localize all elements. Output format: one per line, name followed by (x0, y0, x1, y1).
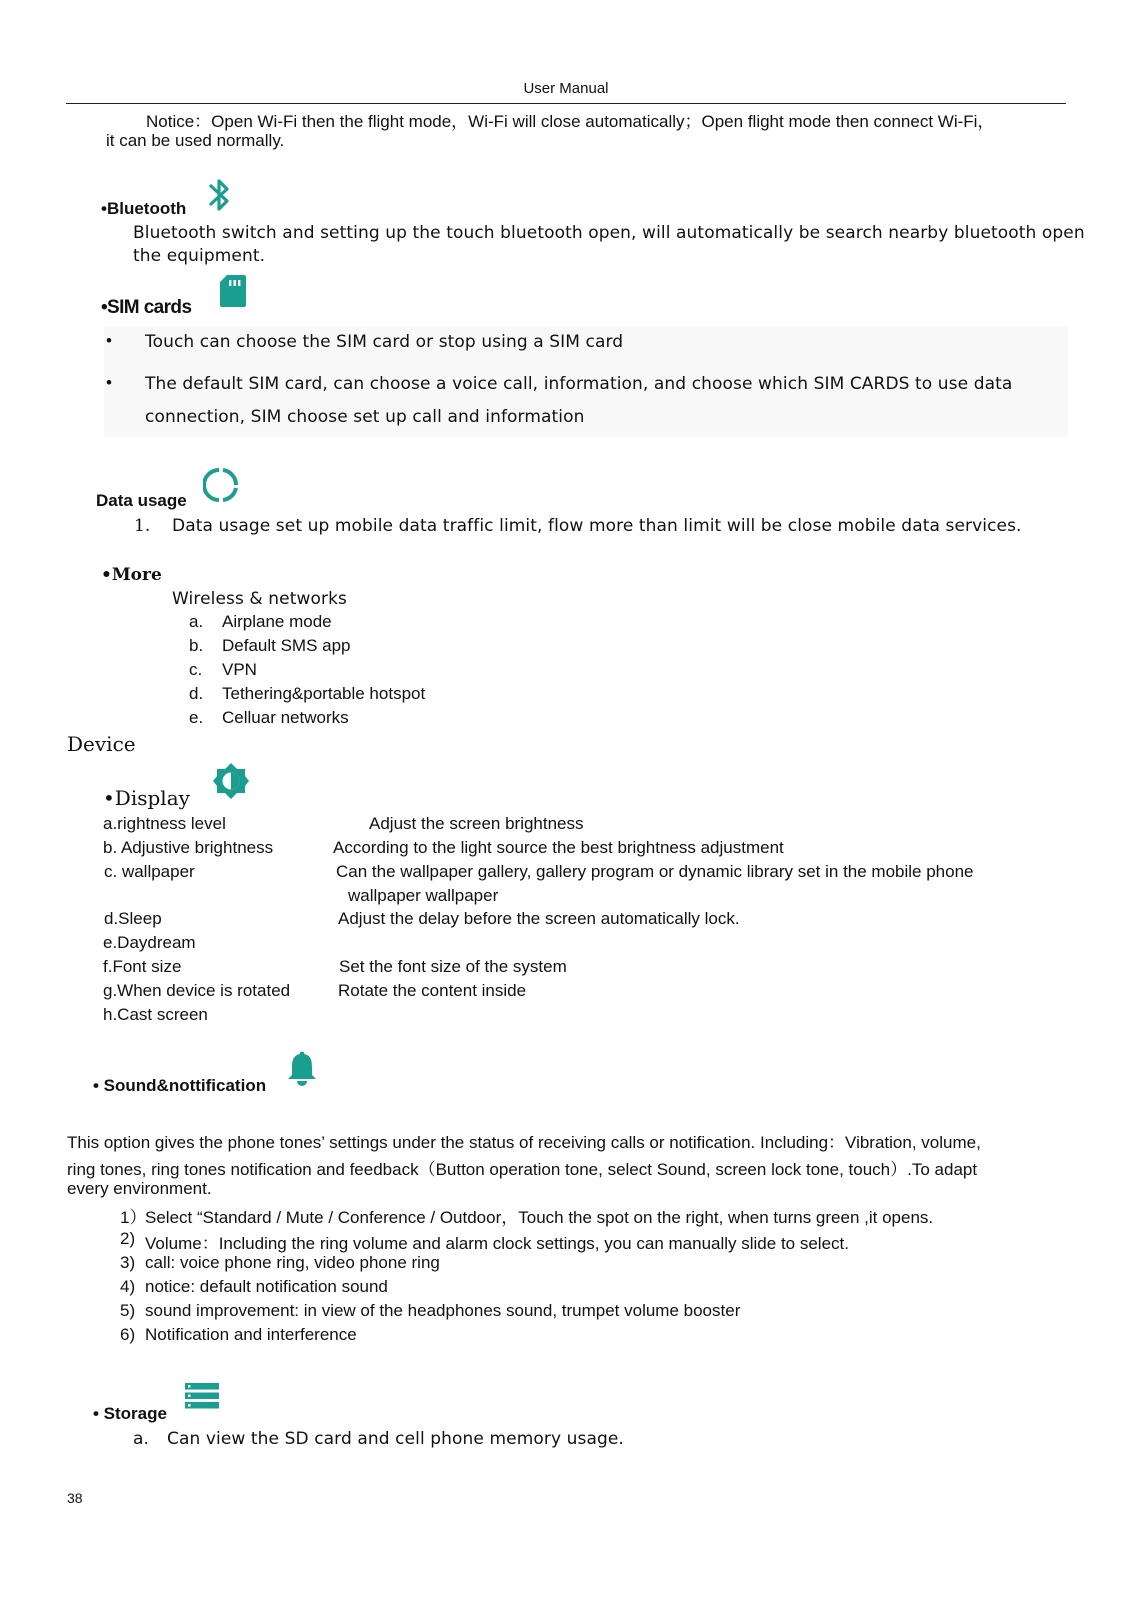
data-usage-desc: Data usage set up mobile data traffic limit, flow more than limit will be close mobile data services. (172, 516, 1022, 536)
display-row-label: e.Daydream (103, 933, 196, 952)
sim-bullet-2: • (106, 373, 112, 392)
storage-item-desc: Can view the SD card and cell phone memory usage. (167, 1429, 624, 1449)
more-item-cellular-networks: Celluar networks (222, 708, 349, 727)
storage-heading: • Storage (93, 1404, 167, 1423)
sim-item-2-line-1: The default SIM card, can choose a voice call, information, and choose which SIM CARDS to use data (145, 374, 1013, 394)
more-item-mark: d. (189, 684, 204, 703)
sim-item-1: Touch can choose the SIM card or stop using a SIM card (145, 332, 624, 352)
header-title: User Manual (523, 80, 609, 97)
device-heading: Device (67, 732, 136, 756)
display-row-desc: Adjust the delay before the screen automatically lock. (338, 909, 740, 928)
display-row-desc: According to the light source the best brightness adjustment (333, 838, 784, 857)
display-row-label: b. Adjustive brightness (103, 838, 274, 857)
display-row-label: h.Cast screen (103, 1005, 208, 1024)
display-row-desc: Rotate the content inside (338, 981, 527, 1000)
sim-item-2-line-2: connection, SIM choose set up call and information (145, 407, 585, 427)
display-row-desc: Set the font size of the system (339, 957, 567, 976)
sound-item-mark: 6) (120, 1325, 136, 1344)
sound-notification-heading: • Sound&nottification (93, 1076, 267, 1095)
sound-item-interference: Notification and interference (145, 1325, 357, 1344)
display-row-desc: wallpaper wallpaper (348, 886, 499, 905)
sound-item-notice: notice: default notification sound (145, 1277, 388, 1296)
sound-item-mark: 5) (120, 1301, 136, 1320)
data-usage-icon (203, 467, 239, 503)
sound-item-mark: 2) (120, 1229, 136, 1248)
more-item-mark: c. (189, 660, 203, 679)
sound-item-mark: 4) (120, 1277, 136, 1296)
more-item-vpn: VPN (222, 660, 257, 679)
display-row-label: d.Sleep (104, 909, 162, 928)
more-item-default-sms: Default SMS app (222, 636, 351, 655)
more-item-mark: b. (189, 636, 204, 655)
bluetooth-icon (207, 176, 233, 214)
data-usage-heading: Data usage (96, 491, 187, 510)
sound-para-line-1: This option gives the phone tones’ settings under the status of receiving calls or notification. Including：Vibration, volume, (67, 1133, 981, 1152)
bluetooth-desc-line-2: the equipment. (133, 246, 266, 266)
display-row-desc: Can the wallpaper gallery, gallery program or dynamic library set in the mobile phone (336, 862, 974, 881)
more-item-mark: e. (189, 708, 204, 727)
display-row-label: f.Font size (103, 957, 182, 976)
page-number: 38 (67, 1490, 83, 1506)
sim-cards-heading: •SIM cards (101, 297, 192, 318)
more-heading: •More (101, 565, 162, 585)
more-item-mark: a. (189, 612, 204, 631)
display-row-label: g.When device is rotated (103, 981, 291, 1000)
display-heading: •Display (103, 786, 190, 810)
more-item-tethering: Tethering&portable hotspot (222, 684, 426, 703)
sound-item-select-profile: Select “Standard / Mute / Conference / Outdoor，Touch the spot on the right, when turns green ,it opens. (145, 1208, 934, 1227)
sound-item-improvement: sound improvement: in view of the headphones sound, trumpet volume booster (145, 1301, 741, 1320)
brightness-icon (212, 762, 250, 800)
display-row-label: a.rightness level (103, 814, 226, 833)
sound-para-line-2: ring tones, ring tones notification and feedback（Button operation tone, select Sound, screen lock tone, touch）.To adapt (67, 1160, 978, 1179)
bell-icon (286, 1051, 318, 1087)
sim-card-icon (219, 274, 247, 308)
header-rule (66, 103, 1066, 104)
bluetooth-desc-line-1: Bluetooth switch and setting up the touch bluetooth open, will automatically be search nearby bluetooth open (133, 223, 1085, 243)
sound-item-call: call: voice phone ring, video phone ring (145, 1253, 440, 1272)
sound-item-mark: 3) (120, 1253, 136, 1272)
display-row-desc: Adjust the screen brightness (369, 814, 584, 833)
data-usage-number: 1. (134, 516, 151, 536)
display-row-label: c. wallpaper (104, 862, 195, 881)
sound-item-volume: Volume：Including the ring volume and alarm clock settings, you can manually slide to select. (145, 1234, 849, 1253)
notice-line-2: it can be used normally. (106, 131, 285, 150)
more-item-airplane-mode: Airplane mode (222, 612, 332, 631)
storage-icon (185, 1383, 219, 1409)
notice-line-1: Notice：Open Wi-Fi then the flight mode，Wi-Fi will close automatically；Open flight mode then connect Wi-Fi， (146, 112, 995, 131)
sim-bullet-1: • (106, 331, 112, 350)
sound-para-line-3: every environment. (67, 1179, 212, 1198)
bluetooth-heading: •Bluetooth (101, 199, 187, 218)
wireless-networks-subheading: Wireless & networks (172, 589, 347, 609)
sound-item-mark: 1） (120, 1208, 147, 1227)
storage-item-mark: a. (133, 1429, 150, 1449)
